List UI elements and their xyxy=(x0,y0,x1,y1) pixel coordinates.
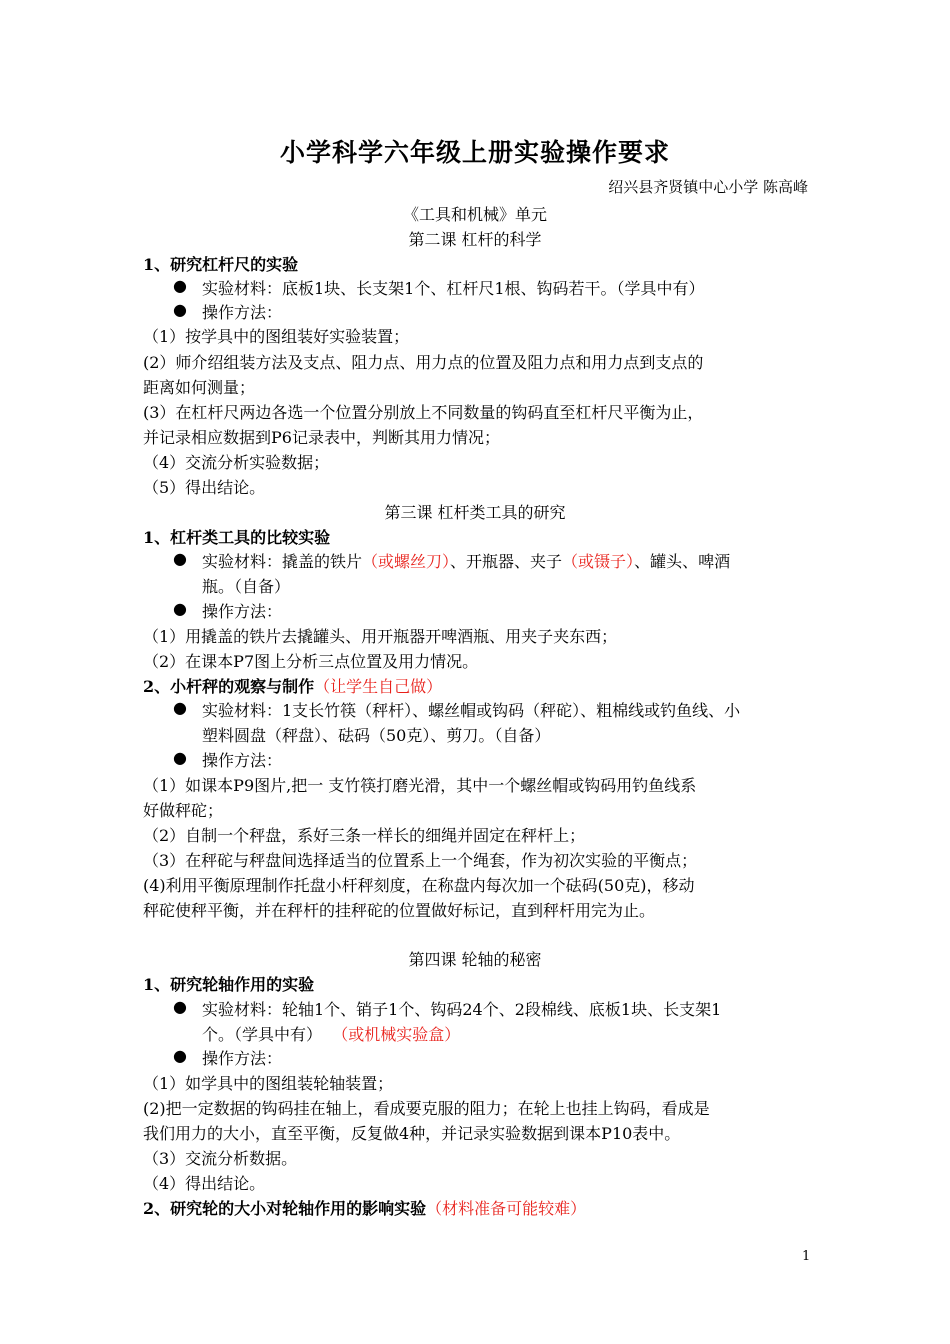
lesson4-materials-cont: 个。（学具中有） （或机械实验盒） xyxy=(202,1025,461,1044)
alt-material-note: （或镊子） xyxy=(562,552,635,571)
lesson3-materials-cont: 瓶。（自备） xyxy=(202,577,291,596)
lesson3-step2: 好做秤砣； xyxy=(143,801,224,820)
lesson3-exp1-title: 1、杠杆类工具的比较实验 xyxy=(143,528,331,547)
lesson2-heading: 第二课 杠杆的科学 xyxy=(408,230,542,249)
bullet-icon: ● xyxy=(173,748,187,767)
lesson4-materials: 实验材料：轮轴1个、销子1个、钩码24个、2段棉线、底板1块、长支架1 xyxy=(202,1000,722,1019)
lesson3-materials2-cont: 塑料圆盘（秤盘）、砝码（50克）、剪刀。（自备） xyxy=(202,726,551,745)
document-title: 小学科学六年级上册实验操作要求 xyxy=(279,138,670,167)
lesson3-step2: 秤砣使秤平衡，并在秤杆的挂秤砣的位置做好标记，直到秤杆用完为止。 xyxy=(143,901,656,920)
lesson4-step: 我们用力的大小，直至平衡，反复做4种，并记录实验数据到课本P10表中。 xyxy=(143,1124,681,1143)
alt-material-note: （或螺丝刀） xyxy=(362,552,451,571)
lesson3-step: （1）用撬盖的铁片去撬罐头、用开瓶器开啤酒瓶、用夹子夹东西； xyxy=(143,627,618,646)
lesson3-method-label: 操作方法： xyxy=(202,602,283,621)
lesson3-step2: (4)利用平衡原理制作托盘小杆秤刻度，在称盘内每次加一个砝码(50克)，移动 xyxy=(143,876,695,895)
bullet-icon: ● xyxy=(173,997,187,1016)
lesson3-step: （2）在课本P7图上分析三点位置及用力情况。 xyxy=(143,652,479,671)
bullet-icon: ● xyxy=(173,300,187,319)
exp2-note: （材料准备可能较难） xyxy=(426,1199,587,1218)
alt-material-note: （或机械实验盒） xyxy=(332,1025,461,1044)
lesson4-exp1-title: 1、研究轮轴作用的实验 xyxy=(143,975,315,994)
lesson2-step: （5）得出结论。 xyxy=(143,478,266,497)
lesson3-materials2: 实验材料：1支长竹筷（秤杆）、螺丝帽或钩码（秤砣）、粗棉线或钓鱼线、小 xyxy=(202,701,741,720)
lesson3-step2: （2）自制一个秤盘，系好三条一样长的细绳并固定在秤杆上； xyxy=(143,826,586,845)
lesson4-method-label: 操作方法： xyxy=(202,1049,283,1068)
bullet-icon: ● xyxy=(173,549,187,568)
lesson3-step2: （1）如课本P9图片,把一 支竹筷打磨光滑，其中一个螺丝帽或钩码用钓鱼线系 xyxy=(143,776,697,795)
lesson2-materials: 实验材料：底板1块、长支架1个、杠杆尺1根、钩码若干。（学具中有） xyxy=(202,279,705,298)
lesson4-step: （3）交流分析数据。 xyxy=(143,1149,298,1168)
author-line: 绍兴县齐贤镇中心小学 陈高峰 xyxy=(608,178,808,196)
bullet-icon: ● xyxy=(173,1046,187,1065)
bullet-icon: ● xyxy=(173,276,187,295)
page-number: 1 xyxy=(802,1249,811,1264)
lesson3-heading: 第三课 杠杆类工具的研究 xyxy=(384,503,566,522)
bullet-icon: ● xyxy=(173,698,187,717)
bullet-icon: ● xyxy=(173,599,187,618)
lesson2-method-label: 操作方法： xyxy=(202,303,283,322)
lesson3-step2: （3）在秤砣与秤盘间选择适当的位置系上一个绳套，作为初次实验的平衡点； xyxy=(143,851,698,870)
unit-heading: 《工具和机械》单元 xyxy=(402,205,547,224)
lesson3-method2-label: 操作方法： xyxy=(202,751,283,770)
lesson2-step: （4）交流分析实验数据； xyxy=(143,453,330,472)
lesson4-exp2-title: 2、研究轮的大小对轮轴作用的影响实验（材料准备可能较难） xyxy=(143,1199,587,1218)
lesson4-step: (2)把一定数据的钩码挂在轴上，看成要克服的阻力；在轮上也挂上钩码，看成是 xyxy=(143,1099,710,1118)
lesson2-step: 并记录相应数据到P6记录表中，判断其用力情况； xyxy=(143,428,500,447)
exp2-note: （让学生自己做） xyxy=(314,677,443,696)
lesson2-exp1-title: 1、研究杠杆尺的实验 xyxy=(143,255,299,274)
lesson3-materials: 实验材料：撬盖的铁片（或螺丝刀）、开瓶器、夹子（或镊子）、罐头、啤酒 xyxy=(202,552,731,571)
lesson2-step: (3）在杠杆尺两边各选一个位置分别放上不同数量的钩码直至杠杆尺平衡为止， xyxy=(143,403,704,422)
lesson4-step: （4）得出结论。 xyxy=(143,1174,266,1193)
lesson3-exp2-title: 2、小杆秤的观察与制作（让学生自己做） xyxy=(143,677,443,696)
lesson2-step: (2）师介绍组装方法及支点、阻力点、用力点的位置及阻力点和用力点到支点的 xyxy=(143,353,704,372)
lesson2-step: （1）按学具中的图组装好实验装置； xyxy=(143,327,410,346)
lesson2-step: 距离如何测量； xyxy=(143,378,256,397)
lesson4-heading: 第四课 轮轴的秘密 xyxy=(408,950,542,969)
lesson4-step: （1）如学具中的图组装轮轴装置； xyxy=(143,1074,394,1093)
